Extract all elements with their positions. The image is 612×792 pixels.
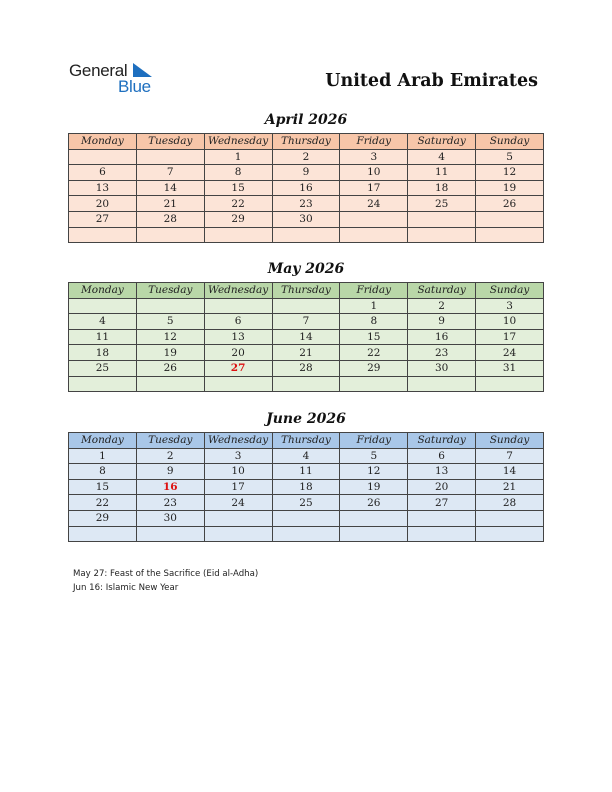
day-cell: 15 xyxy=(204,180,272,196)
day-cell: 6 xyxy=(408,448,476,464)
weekday-header-tuesday: Tuesday xyxy=(136,283,204,299)
empty-day-cell xyxy=(408,526,476,542)
day-cell: 9 xyxy=(136,464,204,480)
weekday-header-sunday: Sunday xyxy=(476,134,544,150)
day-cell: 5 xyxy=(136,314,204,330)
empty-day-cell xyxy=(136,227,204,243)
day-cell: 28 xyxy=(136,211,204,227)
day-cell: 7 xyxy=(272,314,340,330)
day-cell: 8 xyxy=(340,314,408,330)
day-cell: 2 xyxy=(408,298,476,314)
holiday-note: May 27: Feast of the Sacrifice (Eid al-Adha) xyxy=(73,569,259,579)
day-cell: 20 xyxy=(204,345,272,361)
week-row xyxy=(69,495,544,511)
empty-day-cell xyxy=(69,526,137,542)
day-cell: 12 xyxy=(340,464,408,480)
empty-day-cell xyxy=(476,227,544,243)
day-cell: 7 xyxy=(136,165,204,181)
day-cell: 2 xyxy=(272,149,340,165)
day-cell: 27 xyxy=(69,211,137,227)
holiday-notes xyxy=(73,567,258,595)
day-cell: 6 xyxy=(204,314,272,330)
day-cell: 11 xyxy=(408,165,476,181)
day-cell: 17 xyxy=(476,329,544,345)
day-cell: 25 xyxy=(408,196,476,212)
day-cell: 15 xyxy=(69,479,137,495)
weekday-header-row xyxy=(69,134,544,150)
day-cell: 19 xyxy=(476,180,544,196)
weekday-header-sunday: Sunday xyxy=(476,433,544,449)
empty-day-cell xyxy=(272,376,340,392)
day-cell: 26 xyxy=(136,360,204,376)
day-cell: 1 xyxy=(69,448,137,464)
week-row xyxy=(69,211,544,227)
empty-day-cell xyxy=(69,298,137,314)
weekday-header-saturday: Saturday xyxy=(408,433,476,449)
day-cell: 19 xyxy=(340,479,408,495)
day-cell: 9 xyxy=(272,165,340,181)
day-cell: 24 xyxy=(204,495,272,511)
empty-day-cell xyxy=(408,211,476,227)
empty-day-cell xyxy=(136,149,204,165)
day-cell: 14 xyxy=(272,329,340,345)
day-cell: 2 xyxy=(136,448,204,464)
day-cell: 12 xyxy=(476,165,544,181)
empty-day-cell xyxy=(340,227,408,243)
day-cell: 1 xyxy=(204,149,272,165)
weekday-header-sunday: Sunday xyxy=(476,283,544,299)
day-cell: 23 xyxy=(272,196,340,212)
empty-day-cell xyxy=(340,376,408,392)
day-cell: 31 xyxy=(476,360,544,376)
day-cell: 22 xyxy=(69,495,137,511)
logo-word-blue: Blue xyxy=(118,77,151,96)
day-cell: 25 xyxy=(69,360,137,376)
day-cell: 10 xyxy=(476,314,544,330)
empty-day-cell xyxy=(136,526,204,542)
week-row xyxy=(69,526,544,542)
month-title: May 2026 xyxy=(267,261,345,277)
weekday-header-friday: Friday xyxy=(340,283,408,299)
empty-day-cell xyxy=(272,526,340,542)
empty-day-cell xyxy=(136,298,204,314)
week-row xyxy=(69,510,544,526)
month-title: April 2026 xyxy=(264,112,348,128)
day-cell: 13 xyxy=(69,180,137,196)
weekday-header-thursday: Thursday xyxy=(272,433,340,449)
empty-day-cell xyxy=(340,526,408,542)
week-row xyxy=(69,314,544,330)
day-cell: 9 xyxy=(408,314,476,330)
week-row xyxy=(69,360,544,376)
day-cell: 13 xyxy=(408,464,476,480)
week-row xyxy=(69,298,544,314)
weekday-header-monday: Monday xyxy=(69,433,137,449)
day-cell: 13 xyxy=(204,329,272,345)
logo-triangle-icon xyxy=(133,63,153,77)
day-cell: 11 xyxy=(272,464,340,480)
week-row xyxy=(69,376,544,392)
day-cell: 20 xyxy=(408,479,476,495)
day-cell: 3 xyxy=(340,149,408,165)
weekday-header-friday: Friday xyxy=(340,433,408,449)
weekday-header-wednesday: Wednesday xyxy=(204,283,272,299)
day-cell: 29 xyxy=(69,510,137,526)
day-cell: 11 xyxy=(69,329,137,345)
weekday-header-tuesday: Tuesday xyxy=(136,433,204,449)
day-cell: 18 xyxy=(408,180,476,196)
day-cell: 24 xyxy=(340,196,408,212)
weekday-header-wednesday: Wednesday xyxy=(204,134,272,150)
day-cell: 22 xyxy=(204,196,272,212)
weekday-header-tuesday: Tuesday xyxy=(136,134,204,150)
day-cell: 22 xyxy=(340,345,408,361)
empty-day-cell xyxy=(408,227,476,243)
day-cell: 10 xyxy=(204,464,272,480)
empty-day-cell xyxy=(204,510,272,526)
day-cell: 19 xyxy=(136,345,204,361)
day-cell: 17 xyxy=(340,180,408,196)
weekday-header-row xyxy=(69,283,544,299)
weekday-header-saturday: Saturday xyxy=(408,283,476,299)
day-cell: 16 xyxy=(272,180,340,196)
day-cell: 21 xyxy=(136,196,204,212)
empty-day-cell xyxy=(340,510,408,526)
day-cell: 17 xyxy=(204,479,272,495)
day-cell: 23 xyxy=(136,495,204,511)
day-cell: 18 xyxy=(272,479,340,495)
week-row xyxy=(69,165,544,181)
day-cell: 5 xyxy=(340,448,408,464)
day-cell: 27 xyxy=(408,495,476,511)
logo-word-general: General xyxy=(69,61,128,80)
day-cell: 5 xyxy=(476,149,544,165)
day-cell: 3 xyxy=(204,448,272,464)
day-cell: 21 xyxy=(476,479,544,495)
day-cell: 14 xyxy=(136,180,204,196)
empty-day-cell xyxy=(476,211,544,227)
empty-day-cell xyxy=(408,376,476,392)
day-cell: 1 xyxy=(340,298,408,314)
weekday-header-monday: Monday xyxy=(69,134,137,150)
day-cell: 21 xyxy=(272,345,340,361)
day-cell: 10 xyxy=(340,165,408,181)
day-cell: 20 xyxy=(69,196,137,212)
empty-day-cell xyxy=(204,227,272,243)
day-cell: 4 xyxy=(272,448,340,464)
weekday-header-row xyxy=(69,433,544,449)
day-cell: 16 xyxy=(136,479,204,495)
weekday-header-friday: Friday xyxy=(340,134,408,150)
weekday-header-wednesday: Wednesday xyxy=(204,433,272,449)
day-cell: 30 xyxy=(272,211,340,227)
month-calendar-table xyxy=(68,432,544,542)
day-cell: 3 xyxy=(476,298,544,314)
day-cell: 24 xyxy=(476,345,544,361)
day-cell: 4 xyxy=(408,149,476,165)
day-cell: 30 xyxy=(136,510,204,526)
day-cell: 18 xyxy=(69,345,137,361)
empty-day-cell xyxy=(340,211,408,227)
week-row xyxy=(69,149,544,165)
empty-day-cell xyxy=(136,376,204,392)
empty-day-cell xyxy=(69,149,137,165)
empty-day-cell xyxy=(476,376,544,392)
day-cell: 8 xyxy=(204,165,272,181)
day-cell: 7 xyxy=(476,448,544,464)
empty-day-cell xyxy=(272,298,340,314)
empty-day-cell xyxy=(204,376,272,392)
day-cell: 4 xyxy=(69,314,137,330)
weekday-header-saturday: Saturday xyxy=(408,134,476,150)
general-blue-logo xyxy=(69,61,169,97)
empty-day-cell xyxy=(204,526,272,542)
day-cell: 30 xyxy=(408,360,476,376)
month-title: June 2026 xyxy=(266,411,346,427)
week-row xyxy=(69,479,544,495)
day-cell: 23 xyxy=(408,345,476,361)
day-cell: 29 xyxy=(204,211,272,227)
week-row xyxy=(69,180,544,196)
week-row xyxy=(69,196,544,212)
day-cell: 8 xyxy=(69,464,137,480)
month-calendar-table xyxy=(68,133,544,243)
day-cell: 16 xyxy=(408,329,476,345)
empty-day-cell xyxy=(272,227,340,243)
day-cell: 14 xyxy=(476,464,544,480)
empty-day-cell xyxy=(272,510,340,526)
empty-day-cell xyxy=(69,227,137,243)
weekday-header-monday: Monday xyxy=(69,283,137,299)
week-row xyxy=(69,329,544,345)
empty-day-cell xyxy=(69,376,137,392)
day-cell: 15 xyxy=(340,329,408,345)
weekday-header-thursday: Thursday xyxy=(272,134,340,150)
day-cell: 27 xyxy=(204,360,272,376)
day-cell: 25 xyxy=(272,495,340,511)
day-cell: 26 xyxy=(476,196,544,212)
country-title: United Arab Emirates xyxy=(325,71,538,91)
weekday-header-thursday: Thursday xyxy=(272,283,340,299)
day-cell: 28 xyxy=(476,495,544,511)
empty-day-cell xyxy=(408,510,476,526)
day-cell: 26 xyxy=(340,495,408,511)
week-row xyxy=(69,345,544,361)
empty-day-cell xyxy=(476,510,544,526)
day-cell: 6 xyxy=(69,165,137,181)
day-cell: 28 xyxy=(272,360,340,376)
day-cell: 12 xyxy=(136,329,204,345)
holiday-note: Jun 16: Islamic New Year xyxy=(73,583,179,593)
day-cell: 29 xyxy=(340,360,408,376)
week-row xyxy=(69,464,544,480)
empty-day-cell xyxy=(204,298,272,314)
week-row xyxy=(69,448,544,464)
week-row xyxy=(69,227,544,243)
month-calendar-table xyxy=(68,282,544,392)
empty-day-cell xyxy=(476,526,544,542)
